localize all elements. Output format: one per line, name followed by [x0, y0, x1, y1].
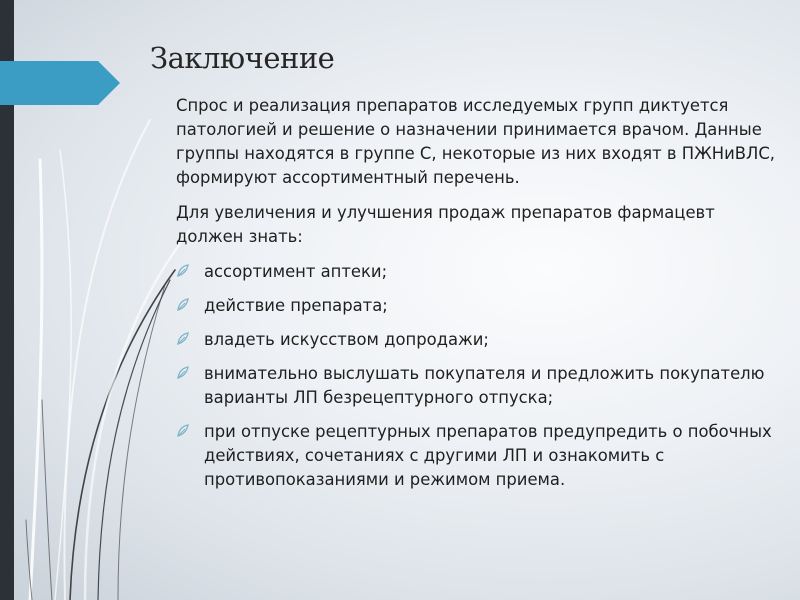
- list-item: [176, 362, 776, 410]
- list-item: [176, 328, 776, 352]
- slide-title: Заключение: [150, 41, 335, 75]
- list-item-text: ассортимент аптеки;: [204, 262, 388, 281]
- list-item-text: действие препарата;: [204, 296, 388, 315]
- intro-paragraph: Спрос и реализация препаратов исследуемых групп диктуется патологией и решение о назначении принимается врачом. Данные группы находятся в группе С, некоторые из них входят в ПЖНиВЛС, формируют ассортиментный перечень.: [176, 96, 775, 187]
- leaf-bullet-icon: [176, 424, 190, 438]
- list-item: [176, 420, 776, 492]
- list-item-text: при отпуске рецептурных препаратов предупредить о побочных действиях, сочетаниях с другими ЛП и ознакомить с противопоказаниями и режимом приема.: [204, 422, 772, 489]
- leaf-bullet-icon: [176, 366, 190, 380]
- title-arrow-marker: [0, 61, 120, 105]
- leaf-bullet-icon: [176, 298, 190, 312]
- leaf-bullet-icon: [176, 264, 190, 278]
- lead-paragraph: Для увеличения и улучшения продаж препаратов фармацевт должен знать:: [176, 203, 715, 246]
- list-item-text: внимательно выслушать покупателя и предложить покупателю варианты ЛП безрецептурного отпуска;: [204, 364, 765, 407]
- list-item: [176, 260, 776, 284]
- list-item: [176, 294, 776, 318]
- leaf-bullet-icon: [176, 332, 190, 346]
- slide-content: [176, 94, 776, 502]
- list-item-text: владеть искусством допродажи;: [204, 330, 489, 349]
- bullet-list: [176, 260, 776, 492]
